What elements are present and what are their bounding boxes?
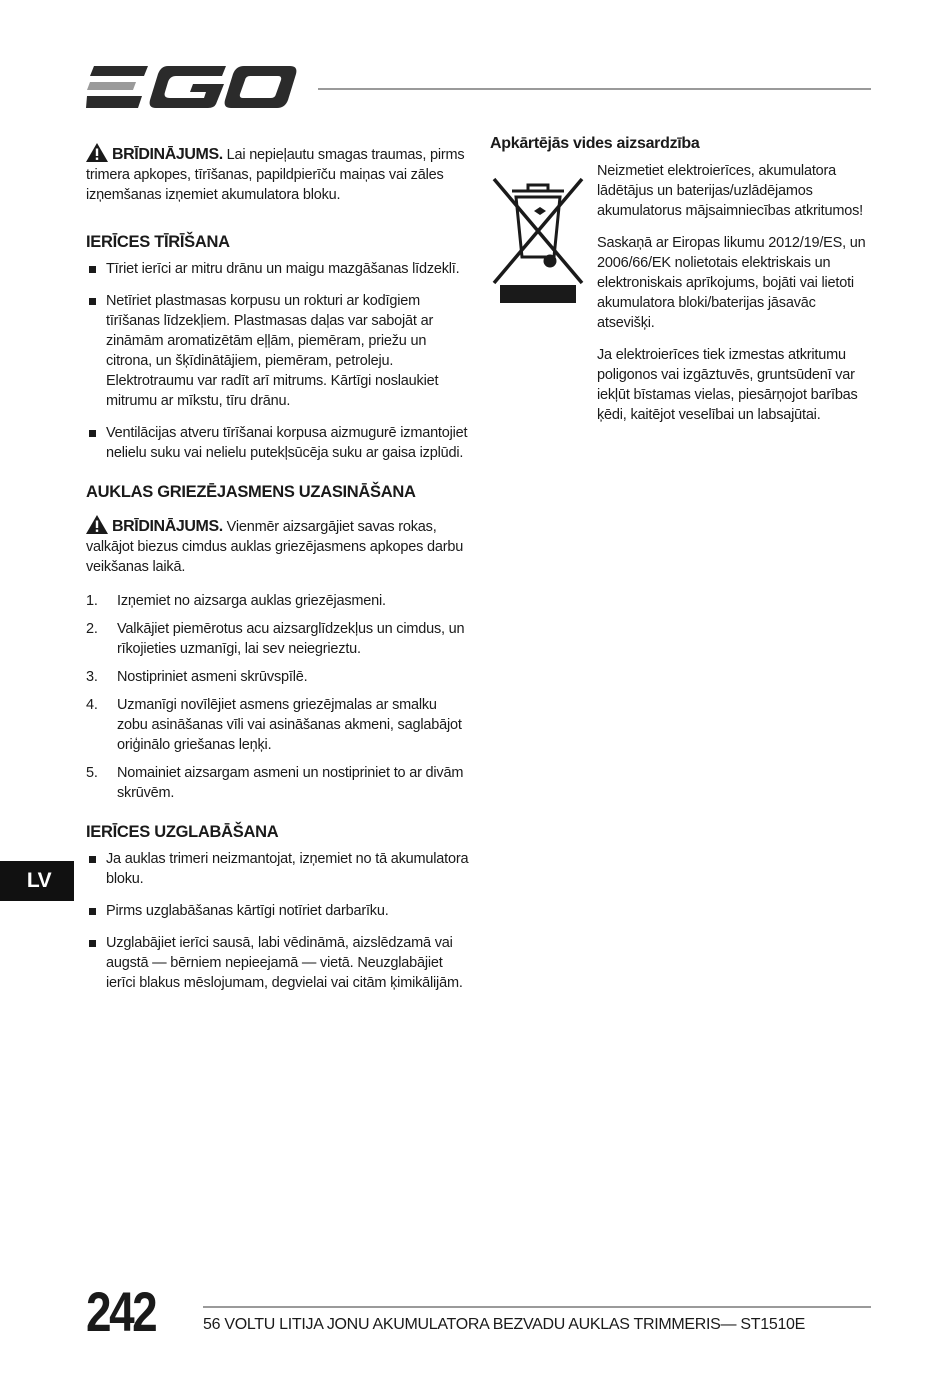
ego-logo <box>86 62 298 114</box>
warning-triangle-icon <box>86 143 108 162</box>
warning-block <box>86 143 470 205</box>
environment-heading: Apkārtējās vides aizsardzība <box>490 135 700 152</box>
page-number: 242 <box>86 1280 156 1343</box>
list-item: Tīriet ierīci ar mitru drānu un maigu mazgāšanas līdzeklī. <box>86 259 470 279</box>
warning-triangle-icon <box>86 515 108 534</box>
step-number: 3. <box>86 669 98 685</box>
environment-text <box>597 161 875 425</box>
step-text: Uzmanīgi novīlējiet asmens griezējmalas ar smalku zobu asināšanas vīli vai asināšanas akmeni, saglabājot oriģinālo griešanas leņķi. <box>117 697 462 753</box>
step-text: Nostipriniet asmeni skrūvspīlē. <box>117 669 308 685</box>
footer-title: 56 VOLTU LITIJA JONU AKUMULATORA BEZVADU AUKLAS TRIMMERIS— ST1510E <box>203 1316 806 1333</box>
warning-text: Vienmēr aizsargājiet savas rokas, valkājot biezus cimdus auklas griezējasmens apkopes darbu veikšanas laikā. <box>86 519 464 575</box>
warning-text: Lai nepieļautu smagas traumas, pirms trimera apkopes, tīrīšanas, papildpierīču maiņas vai zāles izņemšanas izņemiet akumulatora bloku. <box>86 147 465 203</box>
environment-paragraph: Saskaņā ar Eiropas likumu 2012/19/ES, un 2006/66/EK nolietotais elektriskais un elektroniskais aprīkojums, bojāti vai lietoti akumulatora bloki/baterijas jāsavāc atsevišķi. <box>597 235 866 331</box>
section-heading-cleaning: IERĪCES TĪRĪŠANA <box>86 233 230 251</box>
language-tab: LV <box>0 861 74 901</box>
section-heading-storage: IERĪCES UZGLABĀŠANA <box>86 823 279 841</box>
step-number: 2. <box>86 621 98 637</box>
list-item: Netīriet plastmasas korpusu un rokturi ar kodīgiem tīrīšanas līdzekļiem. Plastmasas daļas var sabojāt ar zināmām aromatizētām eļļām, piemēram, priežu un citrona, un šķīdinātājiem, piemēram, petroleju. Elektrotraumu var radīt arī mitrums. Kārtīgi noslaukiet mitrumu ar mīkstu, tīru drānu. <box>86 291 470 411</box>
storage-list <box>86 849 470 993</box>
step-text: Valkājiet piemērotus acu aizsarglīdzekļus un cimdus, un rīkojieties uzmanīgi, lai sev neiegrieztu. <box>117 621 465 657</box>
step-item <box>86 695 470 755</box>
warning-title: BRĪDINĀJUMS. <box>112 518 223 535</box>
right-column <box>490 133 875 437</box>
step-item <box>86 667 470 687</box>
step-number: 1. <box>86 593 98 609</box>
sharpening-steps <box>86 591 470 803</box>
header-rule <box>318 88 871 90</box>
step-text: Nomainiet aizsargam asmeni un nostipriniet to ar divām skrūvēm. <box>117 765 464 801</box>
environment-paragraph: Neizmetiet elektroierīces, akumulatora lādētājus un baterijas/uzlādējamos akumulatorus mājsaimniecības atkritumos! <box>597 163 863 219</box>
cleaning-list <box>86 259 470 463</box>
footer-rule <box>203 1306 871 1308</box>
warning-title: BRĪDINĀJUMS. <box>112 146 223 163</box>
step-item <box>86 619 470 659</box>
step-item <box>86 763 470 803</box>
crossed-out-wheelie-bin-icon <box>490 171 586 305</box>
list-item: Pirms uzglabāšanas kārtīgi notīriet darbarīku. <box>86 901 470 921</box>
step-number: 5. <box>86 765 98 781</box>
step-item <box>86 591 470 611</box>
list-item: Ventilācijas atveru tīrīšanai korpusa aizmugurē izmantojiet nelielu suku vai nelielu putekļsūcēja suku ar gaisa izplūdi. <box>86 423 470 463</box>
environment-paragraph: Ja elektroierīces tiek izmestas atkritumu poligonos vai izgāztuvēs, gruntsūdenī var iekļūt bīstamas vielas, piesārņojot barības ķēdi, kaitējot veselībai un labsajūtai. <box>597 347 858 423</box>
list-item: Uzglabājiet ierīci sausā, labi vēdināmā, aizslēdzamā vai augstā — bērniem nepieejamā — vietā. Neuzglabājiet ierīci blakus mēslojumam, degvielai vai citām ķimikālijām. <box>86 933 470 993</box>
left-column <box>86 143 470 1011</box>
warning-block <box>86 515 470 577</box>
section-heading-sharpening: AUKLAS GRIEZĒJASMENS UZASINĀŠANA <box>86 483 416 501</box>
list-item: Ja auklas trimeri neizmantojat, izņemiet no tā akumulatora bloku. <box>86 849 470 889</box>
step-text: Izņemiet no aizsarga auklas griezējasmeni. <box>117 593 386 609</box>
step-number: 4. <box>86 697 98 713</box>
